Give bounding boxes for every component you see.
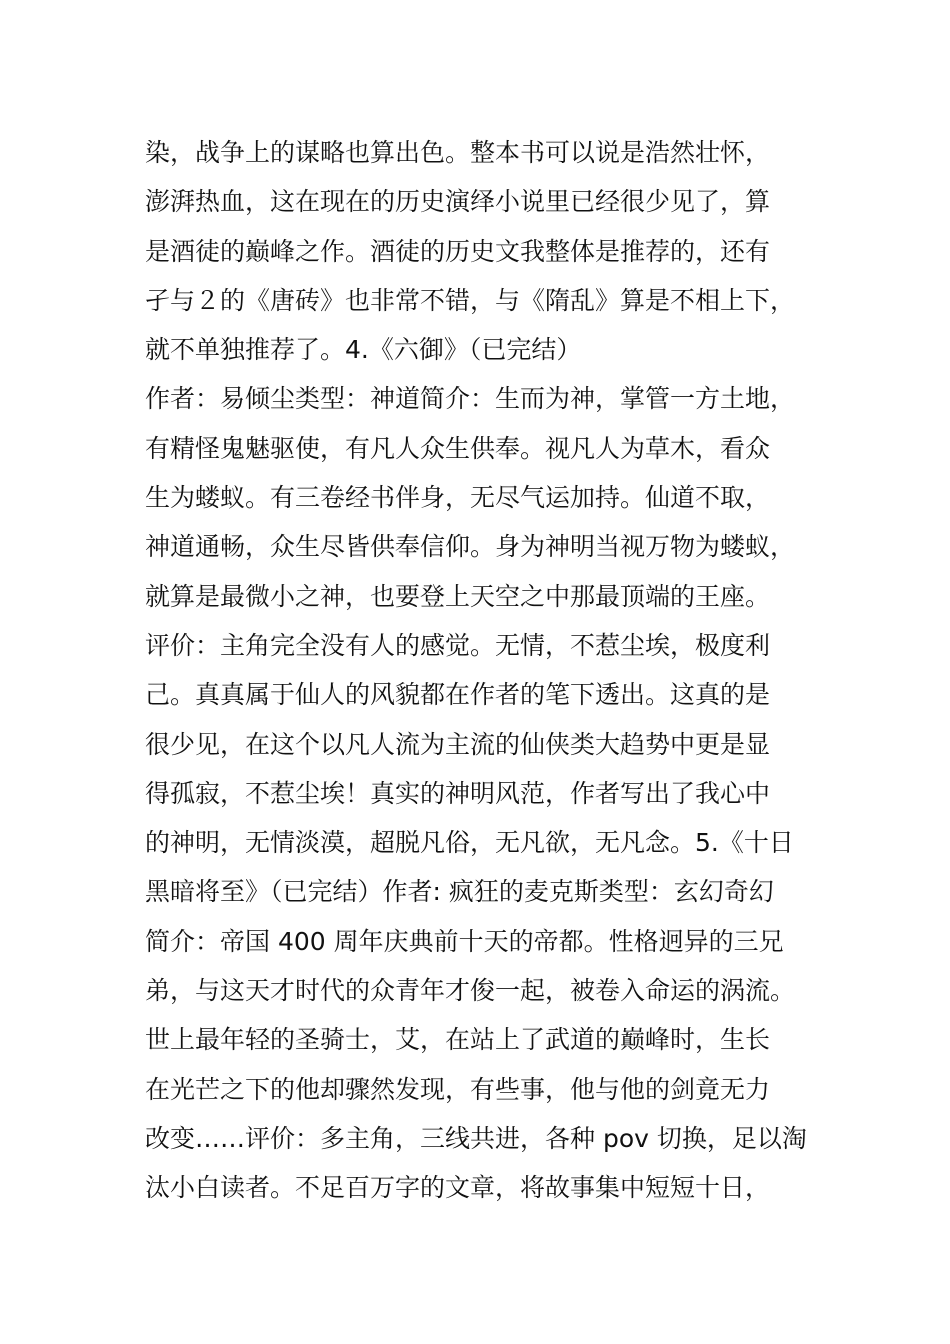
text-line: 很少见，在这个以凡人流为主流的仙侠类大趋势中更是显 — [145, 729, 771, 759]
text-line: 在光芒之下的他却骤然发现，有些事，他与他的剑竟无力 — [145, 1074, 771, 1104]
text-line: 作者：易倾尘类型：神道简介：生而为神，掌管一方土地， — [145, 384, 796, 414]
text-line: 就不单独推荐了。4.《六御》（已完结） — [145, 335, 582, 365]
text-line: 改变……评价：多主角，三线共进，各种 pov 切换，足以淘 — [145, 1123, 807, 1153]
text-line: 己。真真属于仙人的风貌都在作者的笔下透出。这真的是 — [145, 680, 771, 710]
text-line: 是酒徒的巅峰之作。酒徒的历史文我整体是推荐的，还有 — [145, 236, 771, 266]
text-line: 神道通畅，众生尽皆供奉信仰。身为神明当视万物为蝼蚁， — [145, 532, 796, 562]
text-line: 生为蝼蚁。有三卷经书伴身，无尽气运加持。仙道不取， — [145, 483, 771, 513]
text-line: 澎湃热血，这在现在的历史演绎小说里已经很少见了，算 — [145, 187, 771, 217]
text-line: 有精怪鬼魅驱使，有凡人众生供奉。视凡人为草木，看众 — [145, 433, 771, 463]
text-line: 就算是最微小之神，也要登上天空之中那最顶端的王座。 — [145, 581, 771, 611]
text-line: 评价：主角完全没有人的感觉。无情，不惹尘埃，极度利 — [145, 630, 771, 660]
text-line: 的神明，无情淡漠，超脱凡俗，无凡欲，无凡念。5.《十日 — [145, 828, 794, 858]
text-line: 弟，与这天才时代的众青年才俊一起，被卷入命运的涡流。 — [145, 976, 796, 1006]
text-line: 简介：帝国 400 周年庆典前十天的帝都。性格迥异的三兄 — [145, 926, 784, 956]
body-text — [145, 128, 825, 1213]
text-line: 汰小白读者。不足百万字的文章，将故事集中短短十日， — [145, 1173, 771, 1203]
text-line: 染，战争上的谋略也算出色。整本书可以说是浩然壮怀， — [145, 138, 771, 167]
text-line: 世上最年轻的圣骑士，艾，在站上了武道的巅峰时，生长 — [145, 1025, 771, 1055]
text-line: 黑暗将至》（已完结）作者: 疯狂的麦克斯类型：玄幻奇幻 — [145, 877, 774, 907]
text-line: 孑与２的《唐砖》也非常不错，与《隋乱》算是不相上下， — [145, 285, 796, 315]
text-line: 得孤寂，不惹尘埃！真实的神明风范，作者写出了我心中 — [145, 778, 771, 808]
